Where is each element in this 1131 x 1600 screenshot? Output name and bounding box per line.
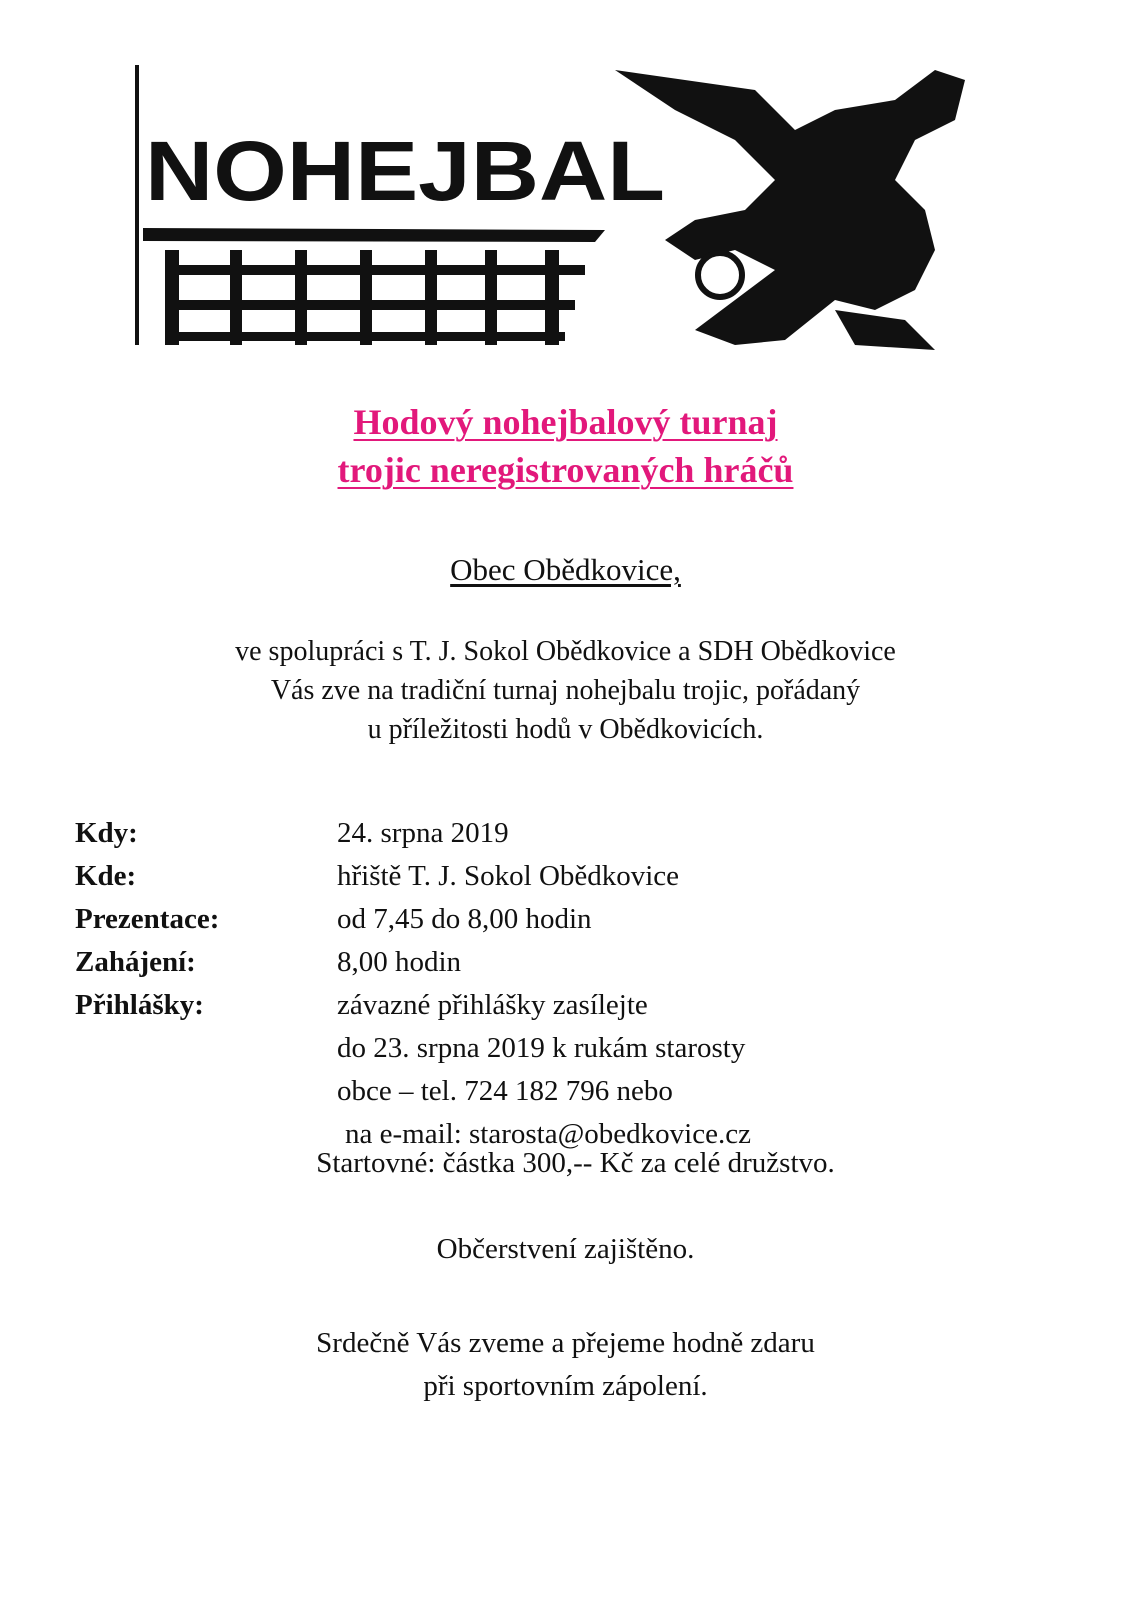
start-value: 8,00 hodin (337, 946, 462, 978)
closing-text (0, 1322, 1131, 1408)
when-label: Kdy: (75, 817, 138, 849)
detail-when (75, 812, 1075, 855)
event-details (75, 812, 1075, 1156)
intro-line-2: Vás zve na tradiční turnaj nohejbalu trojic, pořádaný (270, 675, 861, 706)
invitation-text (0, 632, 1131, 749)
organizer (0, 552, 1131, 588)
organizer-name: Obec Obědkovice, (450, 552, 681, 587)
closing-line-1: Srdečně Vás zveme a přejeme hodně zdaru (316, 1327, 815, 1359)
registration-line-3: obce – tel. 724 182 796 nebo (337, 1075, 673, 1107)
when-value: 24. srpna 2019 (337, 817, 509, 849)
intro-line-1: ve spolupráci s T. J. Sokol Obědkovice a SDH Obědkovice (235, 636, 896, 667)
logo-wordmark: NOHEJBAL (145, 124, 665, 218)
start-label: Zahájení: (75, 946, 196, 978)
detail-where (75, 855, 1075, 898)
detail-start (75, 941, 1075, 984)
intro-line-3: u příležitosti hodů v Obědkovicích. (367, 714, 764, 745)
where-label: Kde: (75, 860, 137, 892)
registration-email-line: na e-mail: starosta@obedkovice.cz (345, 1118, 751, 1150)
registration-label: Přihlášky: (75, 989, 204, 1021)
closing-line-2: při sportovním zápolení. (423, 1370, 708, 1402)
presentation-value: od 7,45 do 8,00 hodin (337, 903, 592, 935)
registration-line-2: do 23. srpna 2019 k rukám starosty (337, 1032, 746, 1064)
refreshments-note: Občerstvení zajištěno. (436, 1233, 695, 1265)
event-title (0, 398, 1131, 494)
title-line-1: Hodový nohejbalový turnaj (353, 402, 778, 442)
detail-presentation (75, 898, 1075, 941)
registration-line-1: závazné přihlášky zasílejte (337, 989, 648, 1021)
detail-registration (75, 984, 1075, 1027)
nohejbal-logo (135, 60, 985, 355)
presentation-label: Prezentace: (75, 903, 220, 935)
where-value: hřiště T. J. Sokol Obědkovice (337, 860, 680, 892)
title-line-2: trojic neregistrovaných hráčů (337, 450, 794, 490)
entry-fee: Startovné: částka 300,-- Kč za celé družstvo. (316, 1147, 835, 1179)
